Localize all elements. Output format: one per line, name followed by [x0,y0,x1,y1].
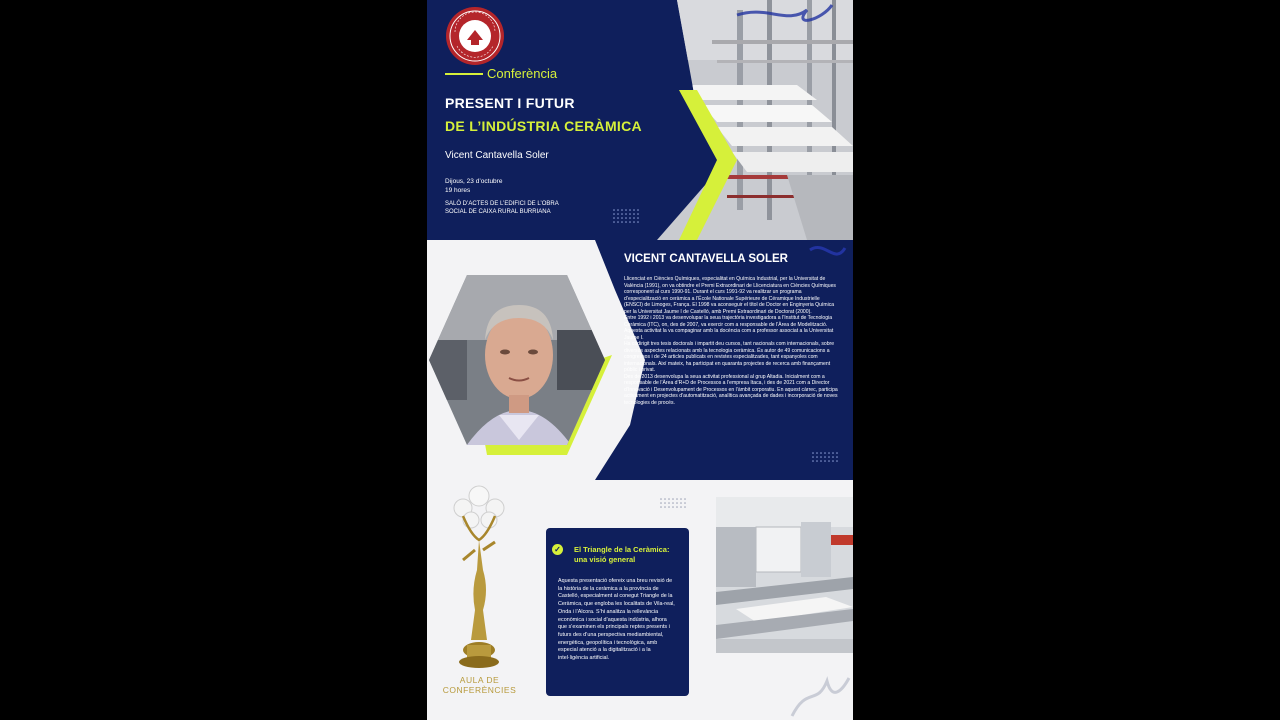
bio-paragraph: Des de 2013 desenvolupa la seua activitat professional al grup Altadia. Inicialment com a responsable de l’Àrea d’R+D de Processos a l’empresa Itaca, i des de 2021 com a Director d’Innovació i Desenvolupament de Processos en l’àmbit corporatiu. En aquest càrrec, participa activament en projectes d’automatització, analítica avançada de dades i incorporació de noves tecnologies de procés. [624,373,838,406]
title-line-2: DE L’INDÚSTRIA CERÀMICA [445,118,642,134]
event-type-label: Conferència [487,66,558,81]
speaker-name: Vicent Cantavella Soler [445,150,549,161]
event-venue: SALÓ D’ACTES DE L’EDIFICI DE L’OBRA SOCIAL DE CAIXA RURAL BURRIANA [445,201,559,215]
cercle-fruiter-logo [445,6,505,66]
bio-paragraph: Llicenciat en Ciències Químiques, especialitat en Química Industrial, per la Universitat de València (1991), on va obtindre el Premi Extraordinari de Llicenciatura en Ciències Químiques corresponent al curs 1990-91. Durant el curs 1991-92 va realitzar un programa d’especialització en ceràmica a l’École Nationale Supérieure de Céramique Industrielle (ENSCI) de Limoges, França. El 1998 va aconseguir el títol de Doctor en Enginyeria Química per la Universitat Jaume I de Castelló, amb Premi Extraordinari de Doctorat (2000). [624,276,836,315]
talk-summary: Aquesta presentació ofereix una breu revisió de la història de la ceràmica a la província de Castelló, especialment al conegut Triangle de la Ceràmica, que engloba les localitats de Vila-real, Onda i l’Alcora. S’hi analitza la rellevància econòmica i social d’aquesta indústria, alhora que s’examinen els principals reptes presents i futurs des d’una perspectiva mediambiental, energètica, geopolítica i tecnològica, amb especial atenció a la digitalització i a la intel·ligència artificial. [558,578,675,662]
aula-label [437,675,522,695]
bio-paragraph: Ha codirigit tres tesis doctorals i impartit deu cursos, tant nacionals com internacionals, sobre diversos aspectes relacionats amb la tecnologia ceràmica. És autor de 49 comunicacions a congressos i de 24 articles publicats en revistes especialitzades, tant espanyoles com internacionals. Així mateix, ha participat en quaranta projectes de recerca amb finançament públic i privat. [624,341,835,373]
aula-line-1: AULA DE [459,675,500,685]
factory-photo [617,0,853,240]
check-icon: ✓ [552,544,563,555]
title-line-1: PRESENT I FUTUR [445,95,575,111]
bio-name: VICENT CANTAVELLA SOLER [624,253,788,265]
event-date-time [445,177,502,195]
event-time: 19 hores [445,187,471,194]
decorative-scribble [787,676,853,720]
conference-poster [427,0,853,720]
bio-text [624,276,839,406]
accent-line [445,73,483,75]
dot-pattern [659,497,689,513]
trophy-statue-image [441,480,517,680]
dot-pattern [612,208,642,224]
factory-machinery-photo [716,497,853,653]
dot-pattern [811,451,841,467]
event-date: Dijous, 23 d’octubre [445,178,503,185]
speaker-portrait [427,270,617,460]
aula-line-2: CONFERÈNCIES [442,685,517,695]
bio-paragraph: Entre 1992 i 2013 va desenvolupar la seua trajectòria investigadora a l’Institut de Tecnologia Ceràmica (ITC), on, des de 2007, va exercir com a responsable de l’Àrea de Modelització. Aquesta activitat la va compaginar amb la docència com a professor associat a la Universitat Jaume I. [624,315,834,341]
talk-title: El Triangle de la Ceràmica: una visió general [574,545,670,564]
